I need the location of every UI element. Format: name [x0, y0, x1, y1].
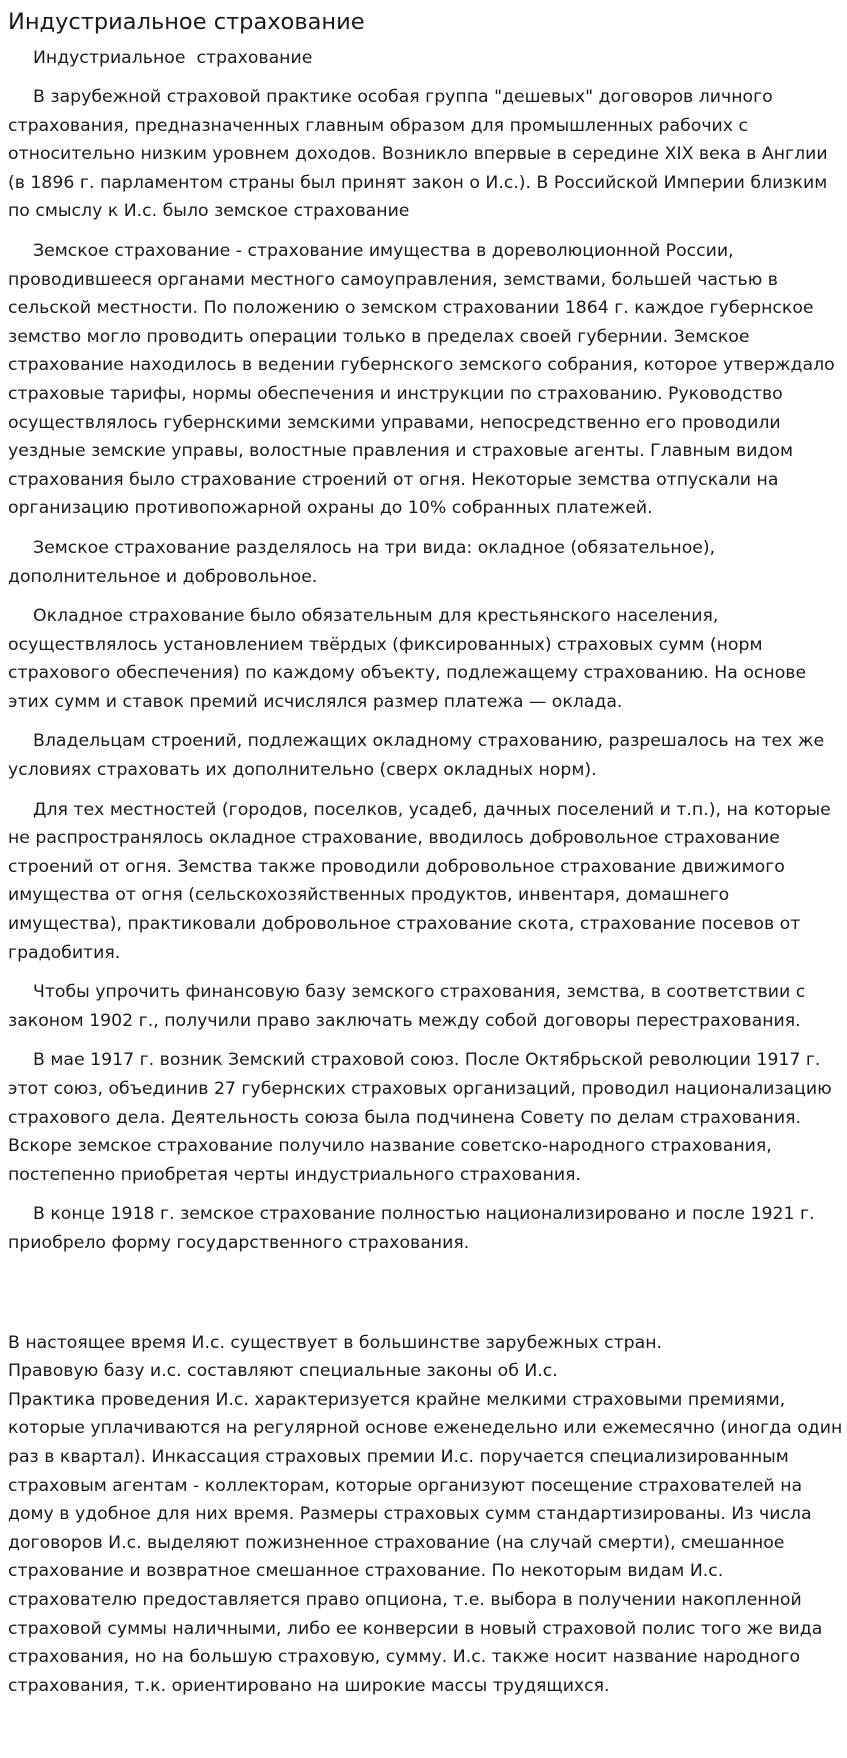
- paragraph-voluntary-insurance: Для тех местностей (городов, поселков, усадеб, дачных поселений и т.п.), на которые не распространялось окладное страхование, вводилось добровольное страхование строений от огня. Земства также проводили добровольное страхование движимого имущества от огня (сельскохозяйственных продуктов, инвентаря, домашнего имущества), практиковали добровольное страхование скота, страхование посевов от градобития.: [8, 799, 831, 963]
- paragraph-zemstvo-union: В мае 1917 г. возник Земский страховой союз. После Октябрьской революции 1917 г. этот союз, объединив 27 губернских страховых организаций, проводил национализацию страхового дела. Деятельность союза была подчинена Совету по делам страхования. Вскоре земское страхование получило название советско-народного страхования, постепенно приобретая черты индустриального страхования.: [8, 1050, 832, 1185]
- article-subtitle: Индустриальное страхование: [33, 48, 313, 68]
- paragraph-current-practice: В настоящее время И.с. существует в большинстве зарубежных стран. Правовую базу и.с. составляют специальные законы об И.с. Практика проведения И.с. характеризуется крайне мелкими страховыми премиями, которые уплачиваются на регулярной основе еженедельно или ежемесячно (иногда один раз в квартал). Инкассация страховых премии И.с. поручается специализированным страховым агентам - коллекторам, которые организуют посещение страхователей на дому в удобное для них время. Размеры страховых сумм стандартизированы. Из числа договоров И.с. выделяют пожизненное страхование (на случай смерти), смешанное страхование и возвратное смешанное страхование. По некоторым видам И.с. страхователю предоставляется право опциона, т.е. выбора в получении накопленной страховой суммы наличными, либо ее конверсии в новый страховой полис того же вида страхования, но на большую страховую, сумму. И.с. также носит название народного страхования, т.к. ориентировано на широкие массы трудящихся.: [8, 1332, 843, 1696]
- paragraph-reinsurance: Чтобы упрочить финансовую базу земского страхования, земства, в соответствии с законом 1902 г., получили право заключать между собой договоры перестрахования.: [8, 982, 806, 1031]
- paragraph-nationalization: В конце 1918 г. земское страхование полностью национализировано и после 1921 г. приобрело форму государственного страхования.: [8, 1204, 815, 1253]
- paragraph-intro: В зарубежной страховой практике особая группа "дешевых" договоров личного страхования, предназначенных главным образом для промышленных рабочих с относительно низким уровнем доходов. Возникло впервые в середине XIX века в Англии (в 1896 г. парламентом страны был принят закон о И.с.). В Российской Империи близким по смыслу к И.с. было земское страхование: [8, 87, 828, 222]
- paragraph-zemstvo-types: Земское страхование разделялось на три вида: окладное (обязательное), дополнительное и добровольное.: [8, 537, 716, 587]
- page-title: Индустриальное страхование: [8, 9, 365, 35]
- paragraph-additional-insurance: Владельцам строений, подлежащих окладному страхованию, разрешалось на тех же условиях страховать их дополнительно (сверх окладных норм).: [8, 731, 825, 781]
- paragraph-zemstvo-definition: Земское страхование - страхование имущества в дореволюционной России, проводившееся органами местного самоуправления, земствами, большей частью в сельской местности. По положению о земском страховании 1864 г. каждое губернское земство могло проводить операции только в пределах своей губернии. Земское страхование находилось в ведении губернского земского собрания, которое утверждало страховые тарифы, нормы обеспечения и инструкции по страхованию. Руководство осуществлялось губернскими земскими управами, непосредственно его проводили уездные земские управы, волостные правления и страховые агенты. Главным видом страхования было страхование строений от огня. Некоторые земства отпускали на организацию противопожарной охраны до 10% собранных платежей.: [8, 240, 835, 519]
- spacer: [8, 1269, 843, 1329]
- paragraph-compulsory-insurance: Окладное страхование было обязательным для крестьянского населения, осуществлялось установлением твёрдых (фиксированных) страховых сумм (норм страхового обеспечения) по каждому объекту, подлежащему страхованию. На основе этих сумм и ставок премий исчислялся размер платежа — оклада.: [8, 606, 807, 712]
